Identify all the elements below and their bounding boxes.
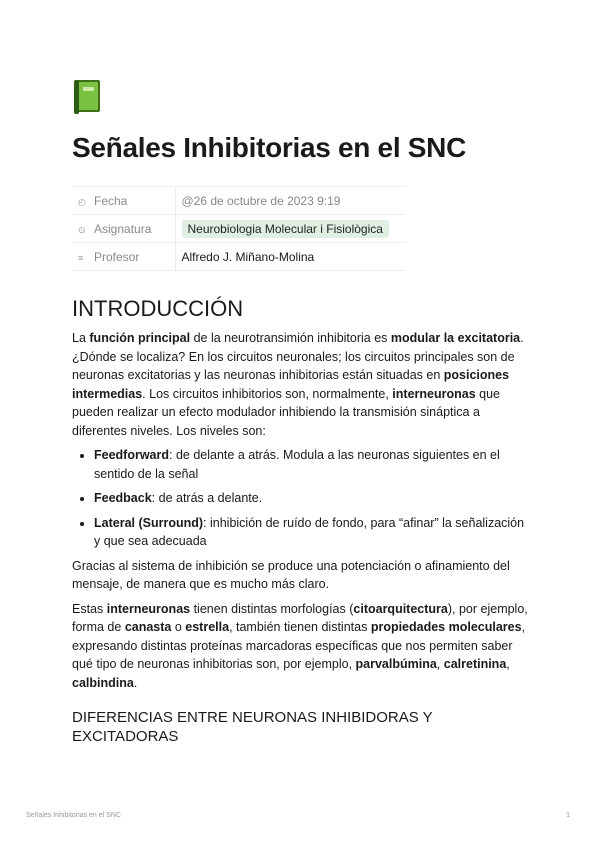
property-row-fecha — [72, 187, 405, 215]
paragraph: La función principal de la neurotransimión inhibitoria es modular la excitatoria. ¿Dónde se localiza? En los circuitos neuronales; los circuitos principales son de neuronas excitatorias y las neuronas inhibitorias están situadas en posiciones intermedias. Los circuitos inhibitorios son, normalmente, interneuronas que pueden realizar un efecto modulador inhibiendo la transmisión sináptica a diferentes niveles. Los niveles son: — [72, 331, 524, 438]
clock-icon: ◴ — [78, 196, 86, 207]
property-label: Fecha — [94, 193, 128, 208]
property-row-profesor — [72, 243, 405, 271]
document-page — [72, 78, 532, 746]
property-label: Asignatura — [94, 221, 152, 236]
paragraph: Gracias al sistema de inhibición se produce una potenciación o afinamiento del mensaje, de manera que es mucho más claro. — [72, 558, 510, 591]
property-row-asignatura — [72, 215, 405, 243]
property-value: @26 de octubre de 2023 9:19 — [175, 187, 405, 215]
properties-table — [72, 186, 405, 271]
property-label: Profesor — [94, 249, 140, 264]
list-item: • Feedforward: de delante a atrás. Modula a las neuronas siguientes en el sentido de la señal — [94, 446, 532, 483]
paragraph: Estas interneuronas tienen distintas morfologías (citoarquitectura), por ejemplo, forma de canasta o estrella, también tienen distintas propiedades moleculares, expresando distintas proteínas marcadoras específicas que nos permiten saber qué tipo de neuronas inhibitorias son, por ejemplo, parvalbúmina, calretinina, calbindina. — [72, 601, 528, 690]
page-number: 1 — [566, 812, 570, 819]
list-item: • Feedback: de atrás a delante. — [94, 489, 532, 508]
subsection-heading: DIFERENCIAS ENTRE NEURONAS INHIBIDORAS Y EXCITADORAS — [72, 709, 433, 745]
footer-title: Señales Inhibitorias en el SNC — [26, 812, 121, 819]
property-value: Alfredo J. Miñano-Molina — [175, 243, 405, 271]
text-icon: ≡ — [78, 252, 84, 263]
list-item: • Lateral (Surround): inhibición de ruído de fondo, para “afinar” la señalización y que sea adecuada — [94, 514, 532, 551]
section-heading: INTRODUCCIÓN — [72, 296, 244, 321]
green-book-icon — [72, 78, 102, 116]
bullet-list — [72, 446, 532, 551]
subject-tag: Neurobiologia Molecular i Fisiològica — [182, 220, 389, 238]
page-title: Señales Inhibitorias en el SNC — [72, 132, 467, 163]
select-icon: ⊙ — [78, 224, 86, 235]
